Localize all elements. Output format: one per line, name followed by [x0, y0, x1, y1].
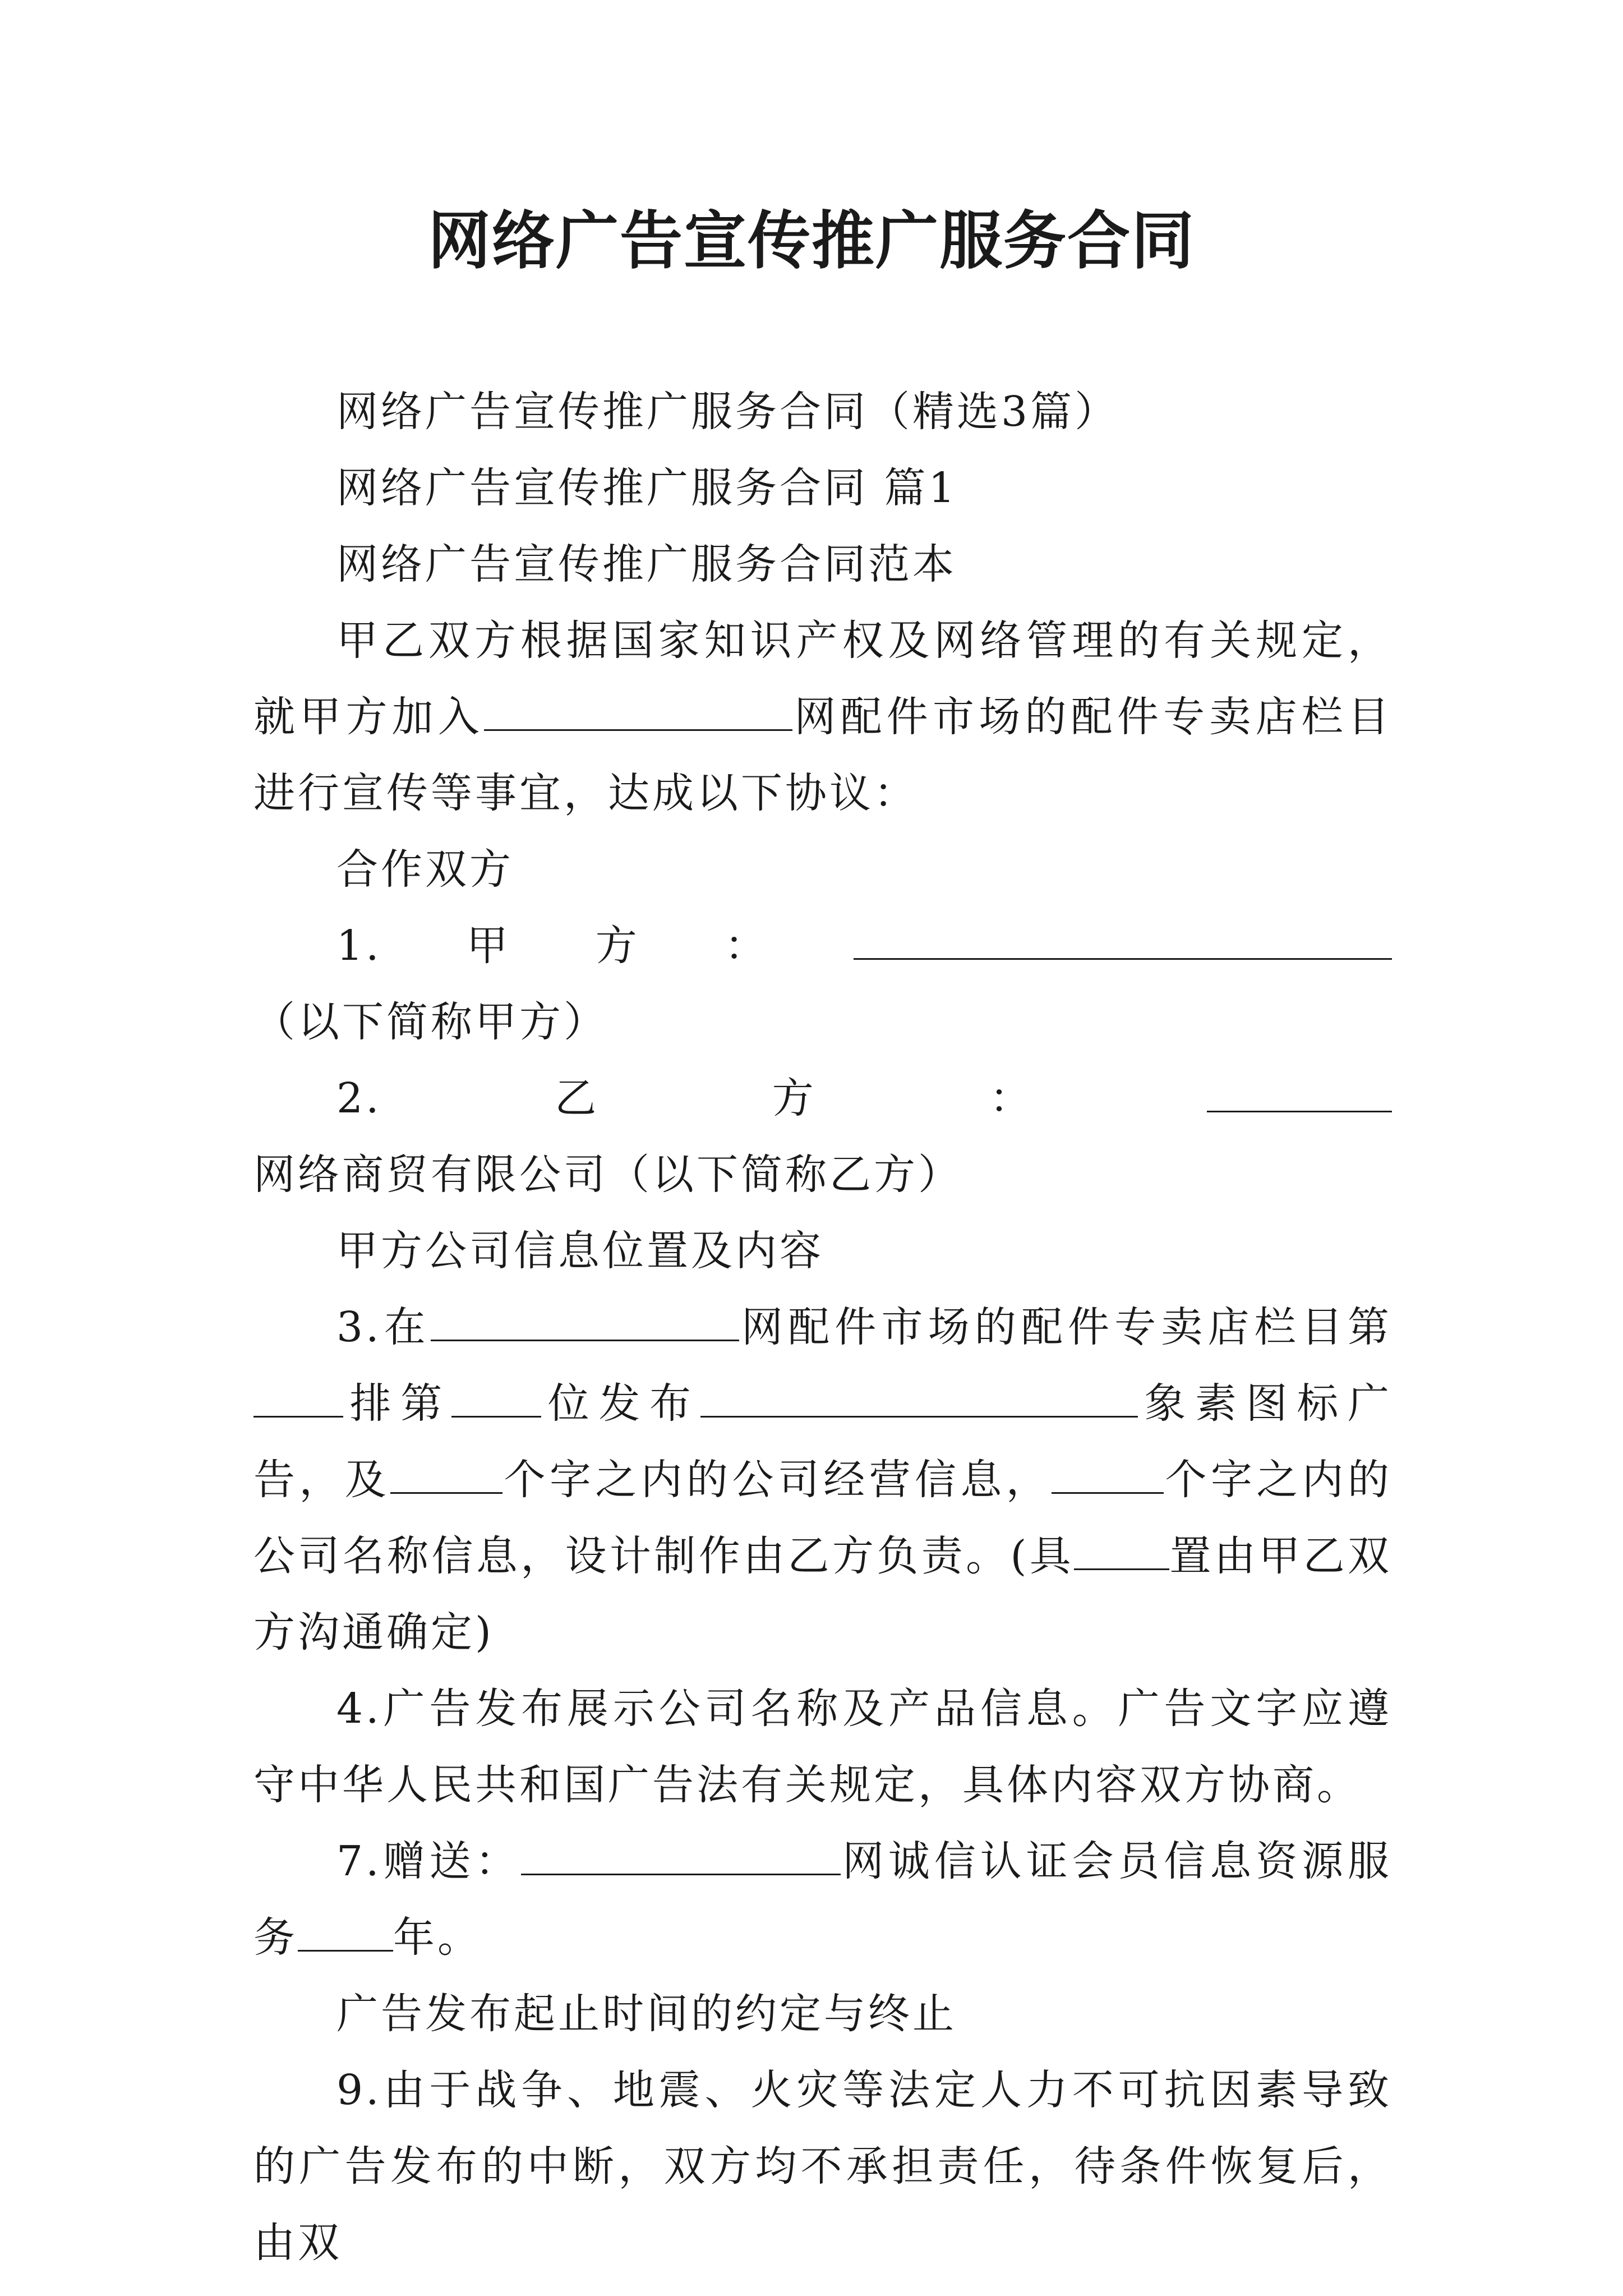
clause-7-platform-blank — [521, 1835, 841, 1875]
intro-text-1: 甲乙双方根据国家知识产权及网络管理的有关规定，就甲方加入 — [253, 616, 1392, 741]
section-period-heading: 广告发布起止时间的约定与终止 — [336, 1990, 957, 2038]
clause-7-years-blank — [298, 1912, 393, 1952]
party-a-note: （以下简称甲方） — [253, 998, 608, 1046]
section-parties-heading: 合作双方 — [336, 845, 514, 894]
clause-7-text: 网诚信认证会员信息资源服务 — [253, 1837, 1392, 1962]
document-body — [253, 374, 1392, 2281]
clause-4-paragraph: 4.广告发布展示公司名称及产品信息。广告文字应遵守中华人民共和国广告法有关规定，具体内容双方协商。 — [253, 1685, 1392, 1809]
clause-9-paragraph: 9.由于战争、地震、火灾等法定人力不可抗因素导致的广告发布的中断，双方均不承担责任，待条件恢复后，由双 — [253, 2066, 1392, 2267]
clause-3-paragraph — [253, 1289, 1392, 1671]
clause-3-position-blank — [451, 1378, 541, 1418]
part-heading: 网络广告宣传推广服务合同 篇1 — [336, 464, 958, 512]
intro-text-2: 网配件市场的配件专卖店栏目进行宣传等事宜，达成以下协议： — [253, 693, 1393, 817]
platform-name-blank — [484, 691, 792, 731]
clause-3-text-c: 排第 — [343, 1379, 451, 1428]
clause-7-paragraph — [253, 1823, 1392, 1976]
party-b-paragraph — [253, 1060, 1392, 1213]
clause-3-name-chars-blank — [1052, 1454, 1164, 1494]
clause-3-pixel-blank — [700, 1378, 1138, 1418]
party-a-name-blank — [854, 920, 1392, 960]
intro-paragraph — [253, 602, 1392, 831]
template-heading: 网络广告宣传推广服务合同范本 — [336, 540, 957, 588]
clause-7-label: 7.赠送： — [336, 1837, 522, 1885]
clause-3-text-d: 位发布 — [541, 1379, 700, 1428]
clause-3-text-g: 个字之内的公司名称信息，设计制作由乙方负责。(具 — [253, 1456, 1393, 1580]
clause-3-row-blank — [253, 1378, 343, 1418]
clause-3-text-h: 置由甲乙双方沟通确定) — [253, 1532, 1392, 1657]
clause-3-text-b: 网配件市场的配件专卖店栏目第 — [739, 1303, 1392, 1351]
section-location-heading: 甲方公司信息位置及内容 — [336, 1227, 824, 1275]
clause-3-text-e: 象素图标广告，及 — [253, 1379, 1393, 1504]
party-a-paragraph — [253, 908, 1392, 1060]
party-b-name-blank — [1207, 1073, 1392, 1112]
clause-3-text-a: 3.在 — [336, 1303, 431, 1351]
clause-3-business-chars-blank — [390, 1454, 502, 1494]
clause-3-platform-blank — [431, 1301, 739, 1341]
document-title: 网络广告宣传推广服务合同 — [428, 204, 1195, 278]
party-b-note: 网络商贸有限公司（以下简称乙方） — [253, 1151, 962, 1199]
party-b-label: 2.乙方： — [336, 1074, 1207, 1122]
clause-3-text-f: 个字之内的公司经营信息， — [502, 1456, 1052, 1504]
clause-7-suffix: 年。 — [393, 1913, 482, 1962]
clause-3-detail-blank — [1074, 1530, 1169, 1570]
party-a-label: 1.甲方： — [336, 922, 854, 970]
subtitle-paragraph: 网络广告宣传推广服务合同（精选3篇） — [336, 388, 1119, 436]
